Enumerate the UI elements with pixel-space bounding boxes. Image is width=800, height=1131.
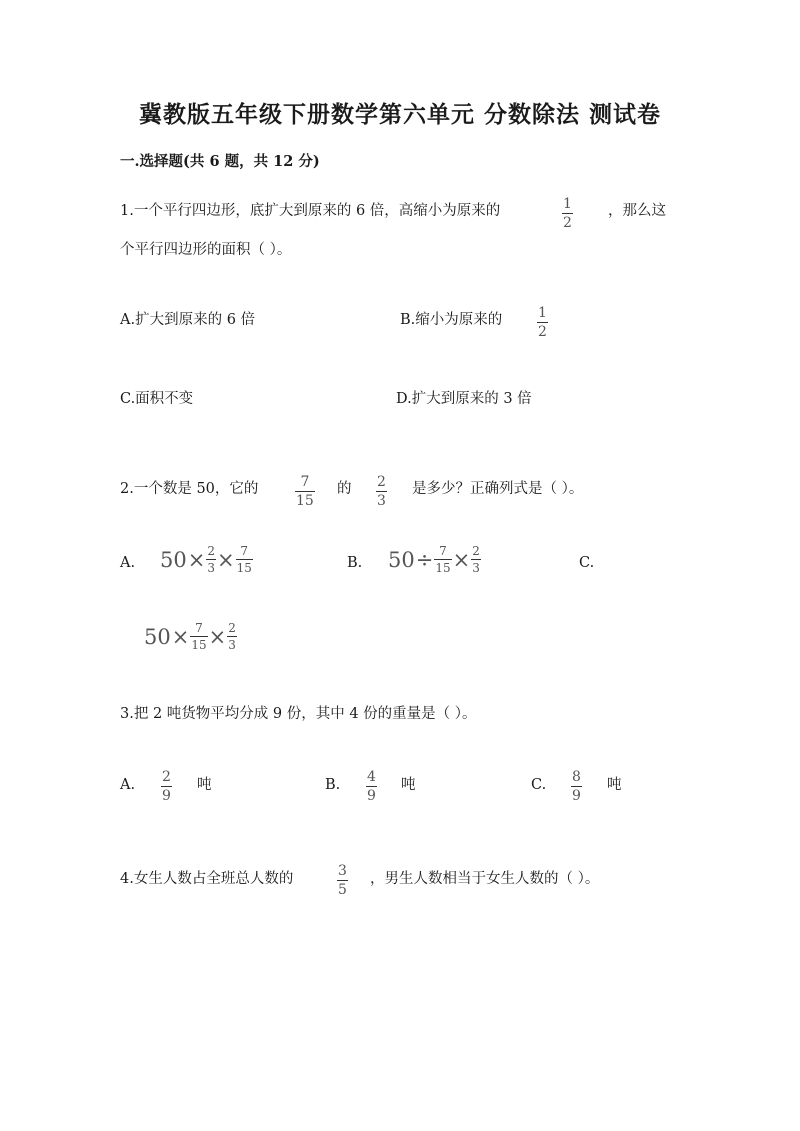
q2-b-operator-2: ×: [452, 547, 471, 572]
q2-option-c-expression[interactable]: [144, 622, 237, 651]
q2-fraction-2-denominator: 3: [377, 493, 386, 509]
q3-option-c-fraction: [571, 770, 582, 803]
q2-option-a-expression[interactable]: [160, 545, 253, 574]
q4-text-end: ，男生人数相当于女生人数的（ ）。: [370, 871, 600, 887]
q2-a-operator-2: ×: [216, 547, 235, 572]
q2-fraction-2: [376, 475, 387, 508]
q3-a-denominator: 9: [162, 788, 171, 804]
q2-a-frac1-num: 2: [207, 544, 215, 558]
q2-c-frac1-num: 7: [195, 621, 203, 635]
q1-text-line2: 个平行四边形的面积（ ）。: [120, 242, 292, 258]
q1-text-end: ，那么这: [608, 203, 666, 219]
q3-a-numerator: 2: [162, 769, 171, 785]
q2-b-frac1-num: 7: [439, 544, 447, 558]
q1-option-d[interactable]: D.扩大到原来的 3 倍: [396, 391, 532, 407]
q3-option-a-fraction: [161, 770, 172, 803]
q1-option-b-numerator: 1: [538, 305, 547, 321]
q2-b-frac2-num: 2: [472, 544, 480, 558]
q2-c-frac2-num: 2: [228, 621, 236, 635]
q2-fraction-1-numerator: 7: [300, 474, 310, 490]
q3-c-numerator: 8: [572, 769, 581, 785]
q1-fraction-denominator: 2: [563, 215, 572, 231]
q2-a-frac2-den: 15: [236, 561, 252, 575]
q3-b-numerator: 4: [367, 769, 376, 785]
q3-option-a-unit: 吨: [197, 777, 212, 793]
q2-b-frac2-den: 3: [472, 561, 480, 575]
q1-option-c[interactable]: C.面积不变: [120, 391, 194, 407]
q3-text: 3.把 2 吨货物平均分成 9 份，其中 4 份的重量是（ ）。: [120, 706, 477, 722]
q4-fraction-denominator: 5: [338, 882, 347, 898]
q3-option-c-unit: 吨: [607, 777, 622, 793]
q2-text-end: 是多少？正确列式是（ ）。: [412, 481, 584, 497]
q3-option-b-fraction: [366, 770, 377, 803]
q2-text-start: 2.一个数是 50，它的: [120, 481, 259, 497]
q2-a-number: 50: [160, 547, 187, 572]
q2-c-frac2-den: 3: [228, 638, 236, 652]
q3-option-c-label[interactable]: C.: [531, 777, 547, 793]
q2-c-operator-2: ×: [208, 624, 227, 649]
q2-b-operator-1: ÷: [415, 547, 434, 572]
q2-c-frac1-den: 15: [191, 638, 207, 652]
q2-option-a-label[interactable]: A.: [120, 555, 136, 571]
q1-fraction-numerator: 1: [563, 196, 572, 212]
q2-fraction-1-denominator: 15: [296, 493, 314, 509]
q3-c-denominator: 9: [572, 788, 581, 804]
q1-fraction: [562, 197, 573, 230]
q1-text-start: 1.一个平行四边形，底扩大到原来的 6 倍，高缩小为原来的: [120, 203, 501, 219]
q2-option-c-label[interactable]: C.: [579, 555, 595, 571]
q3-option-b-unit: 吨: [401, 777, 416, 793]
q2-option-b-expression[interactable]: [388, 545, 481, 574]
q4-fraction-numerator: 3: [338, 863, 347, 879]
q1-option-b[interactable]: B.缩小为原来的: [400, 312, 503, 328]
q2-a-frac2-num: 7: [240, 544, 249, 558]
q1-option-b-denominator: 2: [538, 324, 547, 340]
q2-b-number: 50: [388, 547, 415, 572]
page-title: 冀教版五年级下册数学第六单元 分数除法 测试卷: [138, 101, 661, 128]
q1-option-a[interactable]: A.扩大到原来的 6 倍: [120, 312, 256, 328]
q2-fraction-2-numerator: 2: [377, 474, 386, 490]
q2-b-frac1-den: 15: [435, 561, 451, 575]
q4-fraction: [337, 864, 348, 897]
q3-b-denominator: 9: [367, 788, 376, 804]
q2-fraction-1: [295, 475, 315, 508]
q4-text-start: 4.女生人数占全班总人数的: [120, 871, 294, 887]
q1-option-b-fraction: [537, 306, 548, 339]
section-heading: 一.选择题(共 6 题，共 12 分): [120, 153, 320, 170]
q2-text-mid: 的: [337, 481, 352, 497]
q2-option-b-label[interactable]: B.: [347, 555, 363, 571]
q2-c-number: 50: [144, 624, 171, 649]
q2-a-frac1-den: 3: [207, 561, 215, 575]
q2-c-operator-1: ×: [171, 624, 190, 649]
q3-option-a-label[interactable]: A.: [120, 777, 136, 793]
q2-a-operator-1: ×: [187, 547, 206, 572]
q3-option-b-label[interactable]: B.: [325, 777, 341, 793]
